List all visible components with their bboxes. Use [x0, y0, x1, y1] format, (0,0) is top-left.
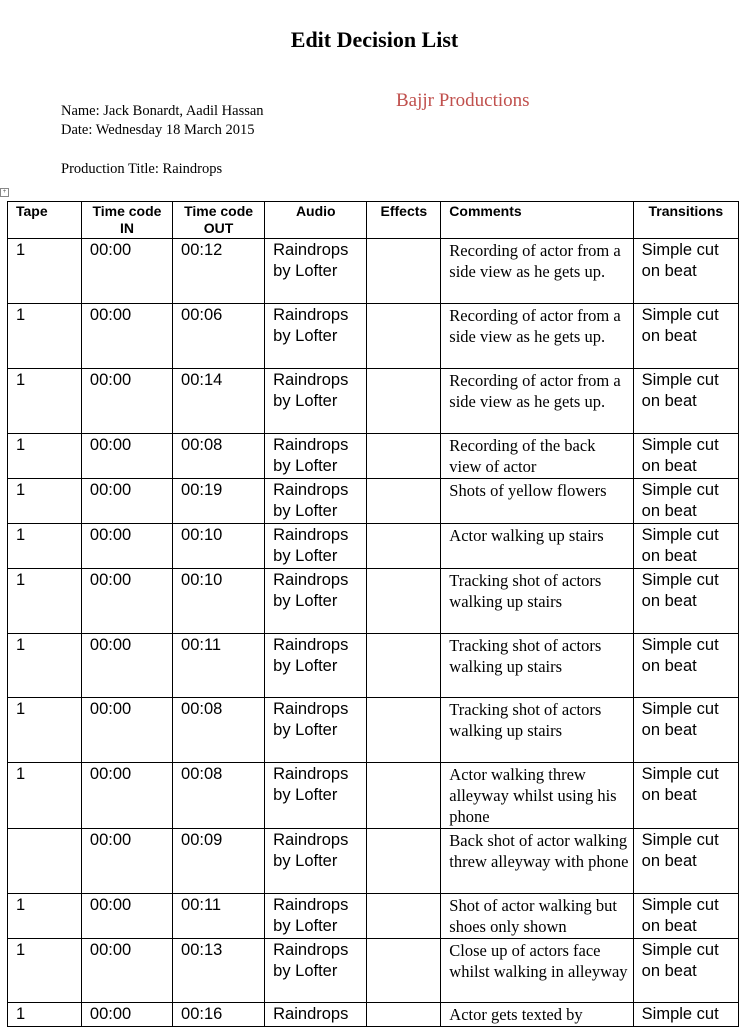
table-row: [8, 434, 739, 479]
table-row: [8, 1003, 739, 1027]
header-transitions: Transitions: [633, 202, 738, 239]
cell-audio: Raindrops by Lofter: [265, 698, 367, 763]
cell-transition: Simple cut on beat: [633, 524, 738, 569]
header-row: [8, 202, 739, 239]
cell-audio: Raindrops by Lofter: [265, 479, 367, 524]
cell-tape: 1: [8, 239, 82, 304]
cell-transition: Simple cut on beat: [633, 304, 738, 369]
cell-time-in: 00:00: [81, 698, 172, 763]
cell-transition: Simple cut: [633, 1003, 738, 1027]
cell-time-out: 00:11: [173, 634, 265, 698]
cell-time-in: 00:00: [81, 434, 172, 479]
cell-transition: Simple cut on beat: [633, 634, 738, 698]
cell-comments: Actor gets texted by: [441, 1003, 633, 1027]
cell-effects: [367, 763, 441, 829]
header-time-in: Time code IN: [81, 202, 172, 239]
cell-audio: Raindrops by Lofter: [265, 434, 367, 479]
cell-tape: 1: [8, 524, 82, 569]
cell-comments: Recording of actor from a side view as he gets up.: [441, 239, 633, 304]
cell-transition: Simple cut on beat: [633, 763, 738, 829]
cell-tape: 1: [8, 939, 82, 1003]
cell-time-in: 00:00: [81, 239, 172, 304]
cell-time-in: 00:00: [81, 939, 172, 1003]
cell-transition: Simple cut on beat: [633, 569, 738, 634]
cell-comments: Shots of yellow flowers: [441, 479, 633, 524]
cell-comments: Tracking shot of actors walking up stairs: [441, 569, 633, 634]
cell-time-in: 00:00: [81, 569, 172, 634]
cell-time-out: 00:08: [173, 434, 265, 479]
cell-time-out: 00:10: [173, 524, 265, 569]
table-row: [8, 894, 739, 939]
cell-time-in: 00:00: [81, 763, 172, 829]
table-row: [8, 524, 739, 569]
cell-time-in: 00:00: [81, 829, 172, 894]
cell-comments: Recording of actor from a side view as he gets up.: [441, 369, 633, 434]
cell-effects: [367, 894, 441, 939]
table-row: [8, 569, 739, 634]
table-row: [8, 304, 739, 369]
table-row: [8, 698, 739, 763]
cell-tape: 1: [8, 569, 82, 634]
table-move-handle-icon[interactable]: +: [0, 188, 9, 197]
names-line: Name: Jack Bonardt, Aadil Hassan: [61, 103, 264, 119]
cell-tape: [8, 829, 82, 894]
cell-effects: [367, 524, 441, 569]
cell-effects: [367, 304, 441, 369]
cell-effects: [367, 698, 441, 763]
cell-tape: 1: [8, 479, 82, 524]
cell-audio: Raindrops: [265, 1003, 367, 1027]
cell-tape: 1: [8, 698, 82, 763]
cell-effects: [367, 434, 441, 479]
company-name: Bajjr Productions: [396, 90, 530, 111]
cell-transition: Simple cut on beat: [633, 829, 738, 894]
cell-time-in: 00:00: [81, 634, 172, 698]
document-title: Edit Decision List: [290, 27, 459, 52]
cell-transition: Simple cut on beat: [633, 479, 738, 524]
cell-effects: [367, 569, 441, 634]
table-row: [8, 239, 739, 304]
cell-time-out: 00:13: [173, 939, 265, 1003]
header-time-out: Time code OUT: [173, 202, 265, 239]
edit-decision-table: [7, 201, 739, 1027]
cell-time-out: 00:19: [173, 479, 265, 524]
cell-audio: Raindrops by Lofter: [265, 304, 367, 369]
cell-comments: Shot of actor walking but shoes only shown: [441, 894, 633, 939]
cell-time-out: 00:09: [173, 829, 265, 894]
table-body: [8, 239, 739, 1027]
cell-audio: Raindrops by Lofter: [265, 894, 367, 939]
cell-audio: Raindrops by Lofter: [265, 524, 367, 569]
cell-time-out: 00:08: [173, 698, 265, 763]
table-row: [8, 829, 739, 894]
table-row: [8, 939, 739, 1003]
cell-tape: 1: [8, 1003, 82, 1027]
cell-comments: Tracking shot of actors walking up stairs: [441, 634, 633, 698]
header-audio: Audio: [265, 202, 367, 239]
cell-time-in: 00:00: [81, 369, 172, 434]
header-effects: Effects: [367, 202, 441, 239]
date-line: Date: Wednesday 18 March 2015: [61, 122, 255, 138]
production-title-line: Production Title: Raindrops: [61, 161, 223, 177]
cell-effects: [367, 939, 441, 1003]
header-tape: Tape: [8, 202, 82, 239]
cell-transition: Simple cut on beat: [633, 939, 738, 1003]
cell-tape: 1: [8, 369, 82, 434]
table-row: [8, 369, 739, 434]
cell-effects: [367, 634, 441, 698]
cell-tape: 1: [8, 634, 82, 698]
table-row: [8, 763, 739, 829]
cell-tape: 1: [8, 894, 82, 939]
cell-time-out: 00:08: [173, 763, 265, 829]
cell-effects: [367, 239, 441, 304]
cell-time-in: 00:00: [81, 304, 172, 369]
cell-transition: Simple cut on beat: [633, 698, 738, 763]
header-comments: Comments: [441, 202, 633, 239]
cell-tape: 1: [8, 763, 82, 829]
cell-tape: 1: [8, 304, 82, 369]
cell-time-in: 00:00: [81, 1003, 172, 1027]
cell-audio: Raindrops by Lofter: [265, 239, 367, 304]
cell-effects: [367, 369, 441, 434]
cell-time-in: 00:00: [81, 894, 172, 939]
cell-comments: Close up of actors face whilst walking in alleyway: [441, 939, 633, 1003]
cell-audio: Raindrops by Lofter: [265, 569, 367, 634]
cell-time-out: 00:16: [173, 1003, 265, 1027]
cell-audio: Raindrops by Lofter: [265, 939, 367, 1003]
cell-time-in: 00:00: [81, 479, 172, 524]
cell-effects: [367, 1003, 441, 1027]
cell-time-out: 00:14: [173, 369, 265, 434]
cell-time-in: 00:00: [81, 524, 172, 569]
table-row: [8, 479, 739, 524]
cell-transition: Simple cut on beat: [633, 894, 738, 939]
cell-audio: Raindrops by Lofter: [265, 634, 367, 698]
cell-comments: Actor walking threw alleyway whilst using his phone: [441, 763, 633, 829]
cell-effects: [367, 479, 441, 524]
cell-audio: Raindrops by Lofter: [265, 763, 367, 829]
cell-comments: Actor walking up stairs: [441, 524, 633, 569]
cell-comments: Tracking shot of actors walking up stairs: [441, 698, 633, 763]
cell-comments: Recording of actor from a side view as he gets up.: [441, 304, 633, 369]
cell-time-out: 00:06: [173, 304, 265, 369]
cell-time-out: 00:11: [173, 894, 265, 939]
cell-effects: [367, 829, 441, 894]
cell-audio: Raindrops by Lofter: [265, 369, 367, 434]
cell-transition: Simple cut on beat: [633, 369, 738, 434]
cell-comments: Recording of the back view of actor: [441, 434, 633, 479]
cell-time-out: 00:10: [173, 569, 265, 634]
cell-transition: Simple cut on beat: [633, 434, 738, 479]
cell-transition: Simple cut on beat: [633, 239, 738, 304]
cell-comments: Back shot of actor walking threw alleyway with phone: [441, 829, 633, 894]
cell-time-out: 00:12: [173, 239, 265, 304]
table-row: [8, 634, 739, 698]
cell-tape: 1: [8, 434, 82, 479]
cell-audio: Raindrops by Lofter: [265, 829, 367, 894]
